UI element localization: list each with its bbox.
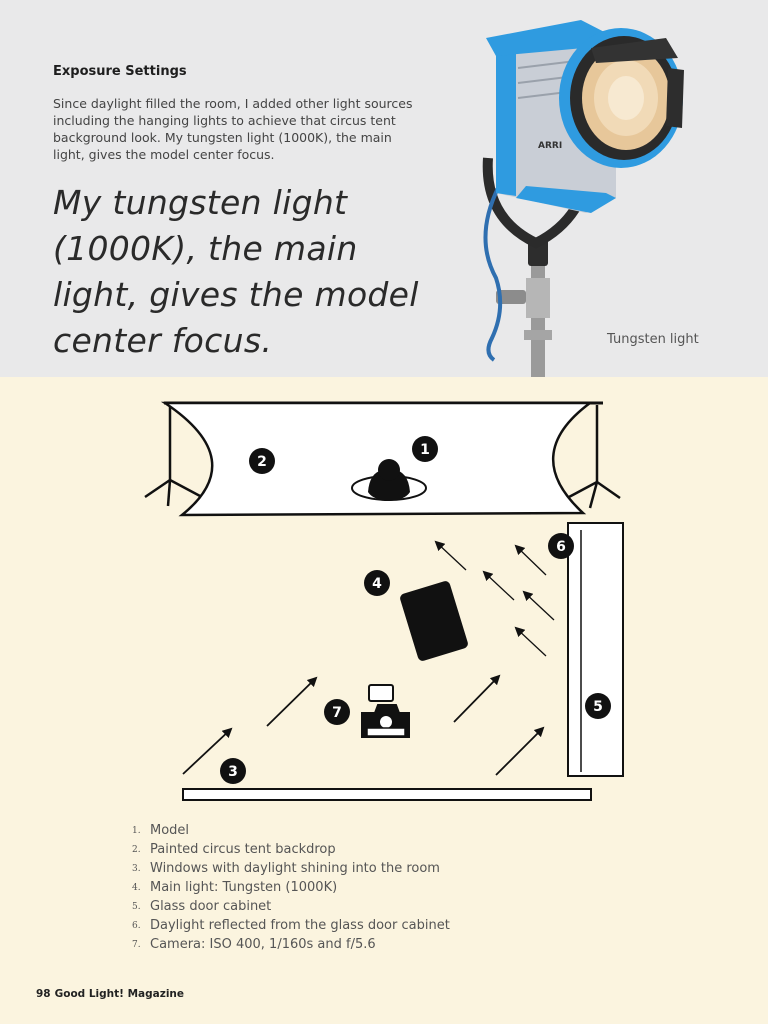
legend-item: 7. Camera: ISO 400, 1/160s and f/5.6 bbox=[132, 937, 376, 952]
window-sill bbox=[183, 789, 591, 800]
photo-caption: Tungsten light bbox=[607, 332, 699, 347]
pull-quote: My tungsten light (1000K), the main light, gives the model center focus. bbox=[53, 183, 419, 360]
legend-item: 6. Daylight reflected from the glass door cabinet bbox=[132, 918, 450, 933]
page-footer bbox=[36, 988, 184, 1000]
section-title: Exposure Settings bbox=[53, 64, 187, 79]
magazine-name: Good Light! Magazine bbox=[54, 988, 185, 1000]
page-number: 98 bbox=[36, 988, 51, 1000]
marker-3 bbox=[220, 758, 246, 784]
legend-item: 4. Main light: Tungsten (1000K) bbox=[132, 880, 338, 895]
intro-paragraph: Since daylight filled the room, I added other light sources including the hanging lights to achieve that circus tent background look. My tungsten light (1000K), the main light, gives the model center focus. bbox=[53, 96, 413, 162]
diagram-legend bbox=[132, 821, 450, 954]
lighting-diagram bbox=[0, 377, 768, 817]
marker-5 bbox=[585, 693, 611, 719]
marker-6 bbox=[548, 533, 574, 559]
svg-text:4: 4 bbox=[372, 576, 382, 592]
svg-text:7: 7 bbox=[332, 705, 342, 721]
legend-item: 1. Model bbox=[132, 823, 190, 838]
svg-text:2: 2 bbox=[257, 454, 267, 470]
svg-text:5: 5 bbox=[593, 699, 603, 715]
legend-item: 3. Windows with daylight shining into the room bbox=[132, 861, 440, 876]
legend-item: 5. Glass door cabinet bbox=[132, 899, 272, 914]
tungsten-light-photo bbox=[456, 8, 686, 377]
svg-text:6: 6 bbox=[556, 539, 566, 555]
marker-4 bbox=[364, 570, 390, 596]
marker-2 bbox=[249, 448, 275, 474]
svg-text:3: 3 bbox=[228, 764, 238, 780]
marker-7 bbox=[324, 699, 350, 725]
glass-door-cabinet bbox=[568, 523, 623, 776]
camera-icon bbox=[362, 685, 409, 737]
marker-1 bbox=[412, 436, 438, 462]
svg-text:1: 1 bbox=[420, 442, 430, 458]
svg-text:ARRI: ARRI bbox=[538, 141, 563, 151]
legend-item: 2. Painted circus tent backdrop bbox=[132, 842, 336, 857]
main-light-softbox bbox=[399, 580, 469, 662]
